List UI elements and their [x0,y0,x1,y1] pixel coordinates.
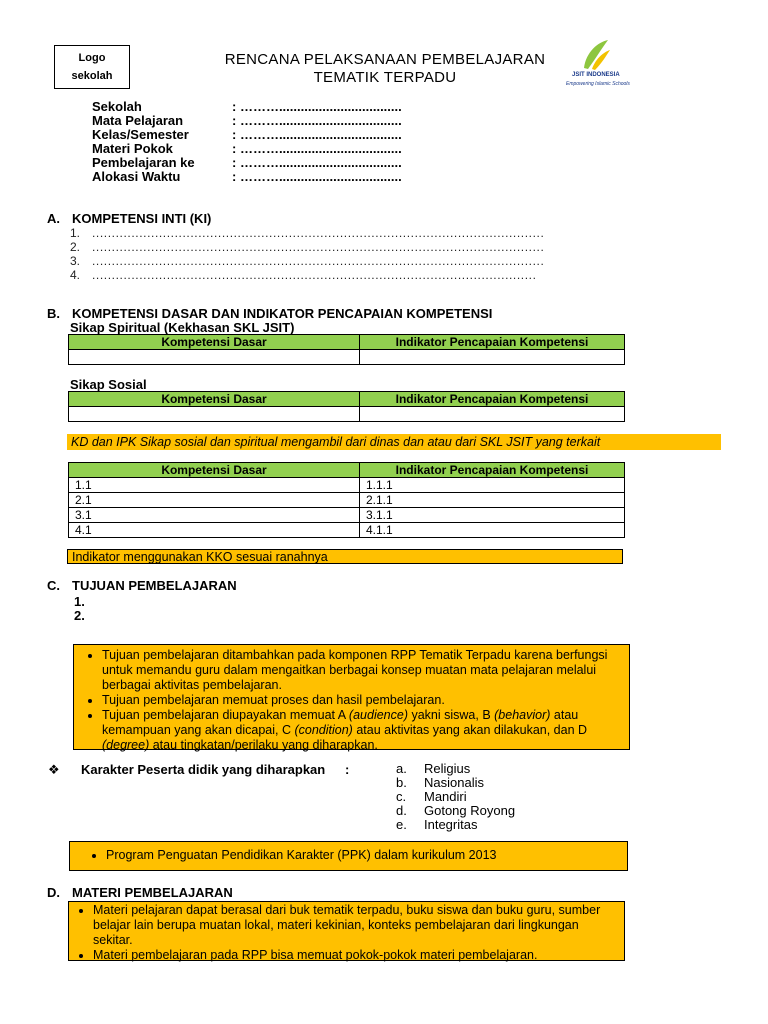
table-row [69,407,625,422]
ki-number: 2. [70,240,81,254]
list-item: d. Gotong Royong [396,803,516,818]
kd-ipk-table [68,462,625,538]
section-title: MATERI PEMBELAJARAN [72,885,233,900]
note-item: • Tujuan pembelajaran memuat proses dan hasil pembelajaran. [102,693,621,708]
list-item: b. Nasionalis [396,775,484,790]
list-item: c. Mandiri [396,789,467,804]
section-d-heading [0,885,768,901]
sikap-note: KD dan IPK Sikap sosial dan spiritual mengambil dari dinas dan atau dari SKL JSIT yang terkait [67,434,721,450]
karakter-list [396,762,515,832]
table-row [69,478,625,493]
identity-label: Materi Pokok [92,141,173,156]
table-row [69,508,625,523]
identity-block [0,100,768,190]
ki-item [0,240,600,254]
jsit-logo [562,38,632,98]
note-item: • Tujuan pembelajaran diupayakan memuat A (audience) yakni siswa, B (behavior) atau kemampuan yang akan dicapai, C (condition) atau aktivitas yang akan dilakukan, dan D (degree) atau tingkatan/perilaku yang diharapkan. [102,708,621,753]
ki-placeholder: ................................................................................................................. [92,268,537,282]
kko-note: Indikator menggunakan KKO sesuai ranahnya [67,549,623,564]
jsit-leaf-icon [562,38,632,72]
identity-value: : ……….................................. [232,99,402,114]
ki-placeholder: ................................................................................................................... [92,254,545,268]
section-title: TUJUAN PEMBELAJARAN [72,578,237,593]
logo-line-2: sekolah [71,70,113,82]
section-a-heading [0,211,768,227]
tujuan-item: 2. [74,608,85,623]
column-header-ipk: Indikator Pencapaian Kompetensi [360,335,625,350]
section-letter: B. [47,306,60,321]
karakter-heading [48,762,388,778]
document-title-line-1: RENCANA PELAKSANAAN PEMBELAJARAN [224,51,546,68]
kd-cell: 2.1 [69,493,360,508]
table-row [69,493,625,508]
tujuan-notes-box [73,644,630,750]
sikap-sosial-label: Sikap Sosial [70,377,147,392]
tujuan-item: 1. [74,594,85,609]
ki-number: 3. [70,254,81,268]
identity-value: : ……….................................. [232,169,402,184]
note-item: • Tujuan pembelajaran ditambahkan pada komponen RPP Tematik Terpadu karena berfungsi untuk memandu guru dalam mengaitkan berbagai konsep muatan mata pelajaran melalui berbagai aktivitas pembelajaran. [102,648,621,693]
identity-value: : ……….................................. [232,127,402,142]
list-item: e. Integritas [396,817,478,832]
section-letter: C. [47,578,60,593]
section-title: KOMPETENSI INTI (KI) [72,211,212,226]
column-header-kd: Kompetensi Dasar [69,392,360,407]
identity-label: Kelas/Semester [92,127,189,142]
brand-tagline: Empowering Islamic Schools [566,81,630,87]
ki-item [0,268,600,282]
section-title: KOMPETENSI DASAR DAN INDIKATOR PENCAPAIAN KOMPETENSI [72,306,493,321]
document-title-line-2: TEMATIK TERPADU [313,69,457,86]
kd-cell: 1.1 [69,478,360,493]
kd-cell: 4.1 [69,523,360,538]
ppk-note-box [69,841,628,871]
ipk-cell: 1.1.1 [360,478,625,493]
table-row [69,523,625,538]
identity-label: Alokasi Waktu [92,169,181,184]
ki-number: 4. [70,268,81,282]
sikap-spiritual-table [68,334,625,365]
materi-notes-box [68,901,625,961]
school-logo-placeholder [54,45,130,89]
sikap-sosial-table [68,391,625,422]
logo-line-1: Logo [78,52,106,64]
ki-item [0,254,600,268]
identity-value: : ……….................................. [232,141,402,156]
column-header-kd: Kompetensi Dasar [69,463,360,478]
sikap-spiritual-label: Sikap Spiritual (Kekhasan SKL JSIT) [70,320,295,335]
column-header-kd: Kompetensi Dasar [69,335,360,350]
identity-value: : ……….................................. [232,155,402,170]
diamond-bullet-icon: ❖ [48,762,60,777]
brand-name: JSIT INDONESIA [572,72,620,78]
karakter-colon: : [345,762,350,777]
identity-value: : ……….................................. [232,113,402,128]
identity-label: Mata Pelajaran [92,113,184,128]
identity-label: Sekolah [92,99,142,114]
section-letter: D. [47,885,60,900]
ipk-cell: 3.1.1 [360,508,625,523]
identity-label: Pembelajaran ke [92,155,195,170]
table-row [69,350,625,365]
ki-placeholder: ................................................................................................................... [92,226,545,240]
note-item: • Program Penguatan Pendidikan Karakter (PPK) dalam kurikulum 2013 [106,848,623,863]
note-item: • Materi pelajaran dapat berasal dari buk tematik terpadu, buku siswa dan buku guru, sumber belajar lain berupa muatan lokal, materi kekinian, konteks pembelajaran dari lingkungan sekitar. [93,903,616,948]
ki-number: 1. [70,226,81,240]
ipk-cell: 2.1.1 [360,493,625,508]
note-item: • Materi pembelajaran pada RPP bisa memuat pokok-pokok materi pembelajaran. [93,948,616,963]
ki-item [0,226,600,240]
list-item: a. Religius [396,761,471,776]
ipk-cell: 4.1.1 [360,523,625,538]
ki-placeholder: ................................................................................................................... [92,240,545,254]
karakter-label: Karakter Peserta didik yang diharapkan [81,762,326,777]
column-header-ipk: Indikator Pencapaian Kompetensi [360,463,625,478]
kd-cell: 3.1 [69,508,360,523]
column-header-ipk: Indikator Pencapaian Kompetensi [360,392,625,407]
section-c-heading [0,578,768,594]
section-letter: A. [47,211,60,226]
